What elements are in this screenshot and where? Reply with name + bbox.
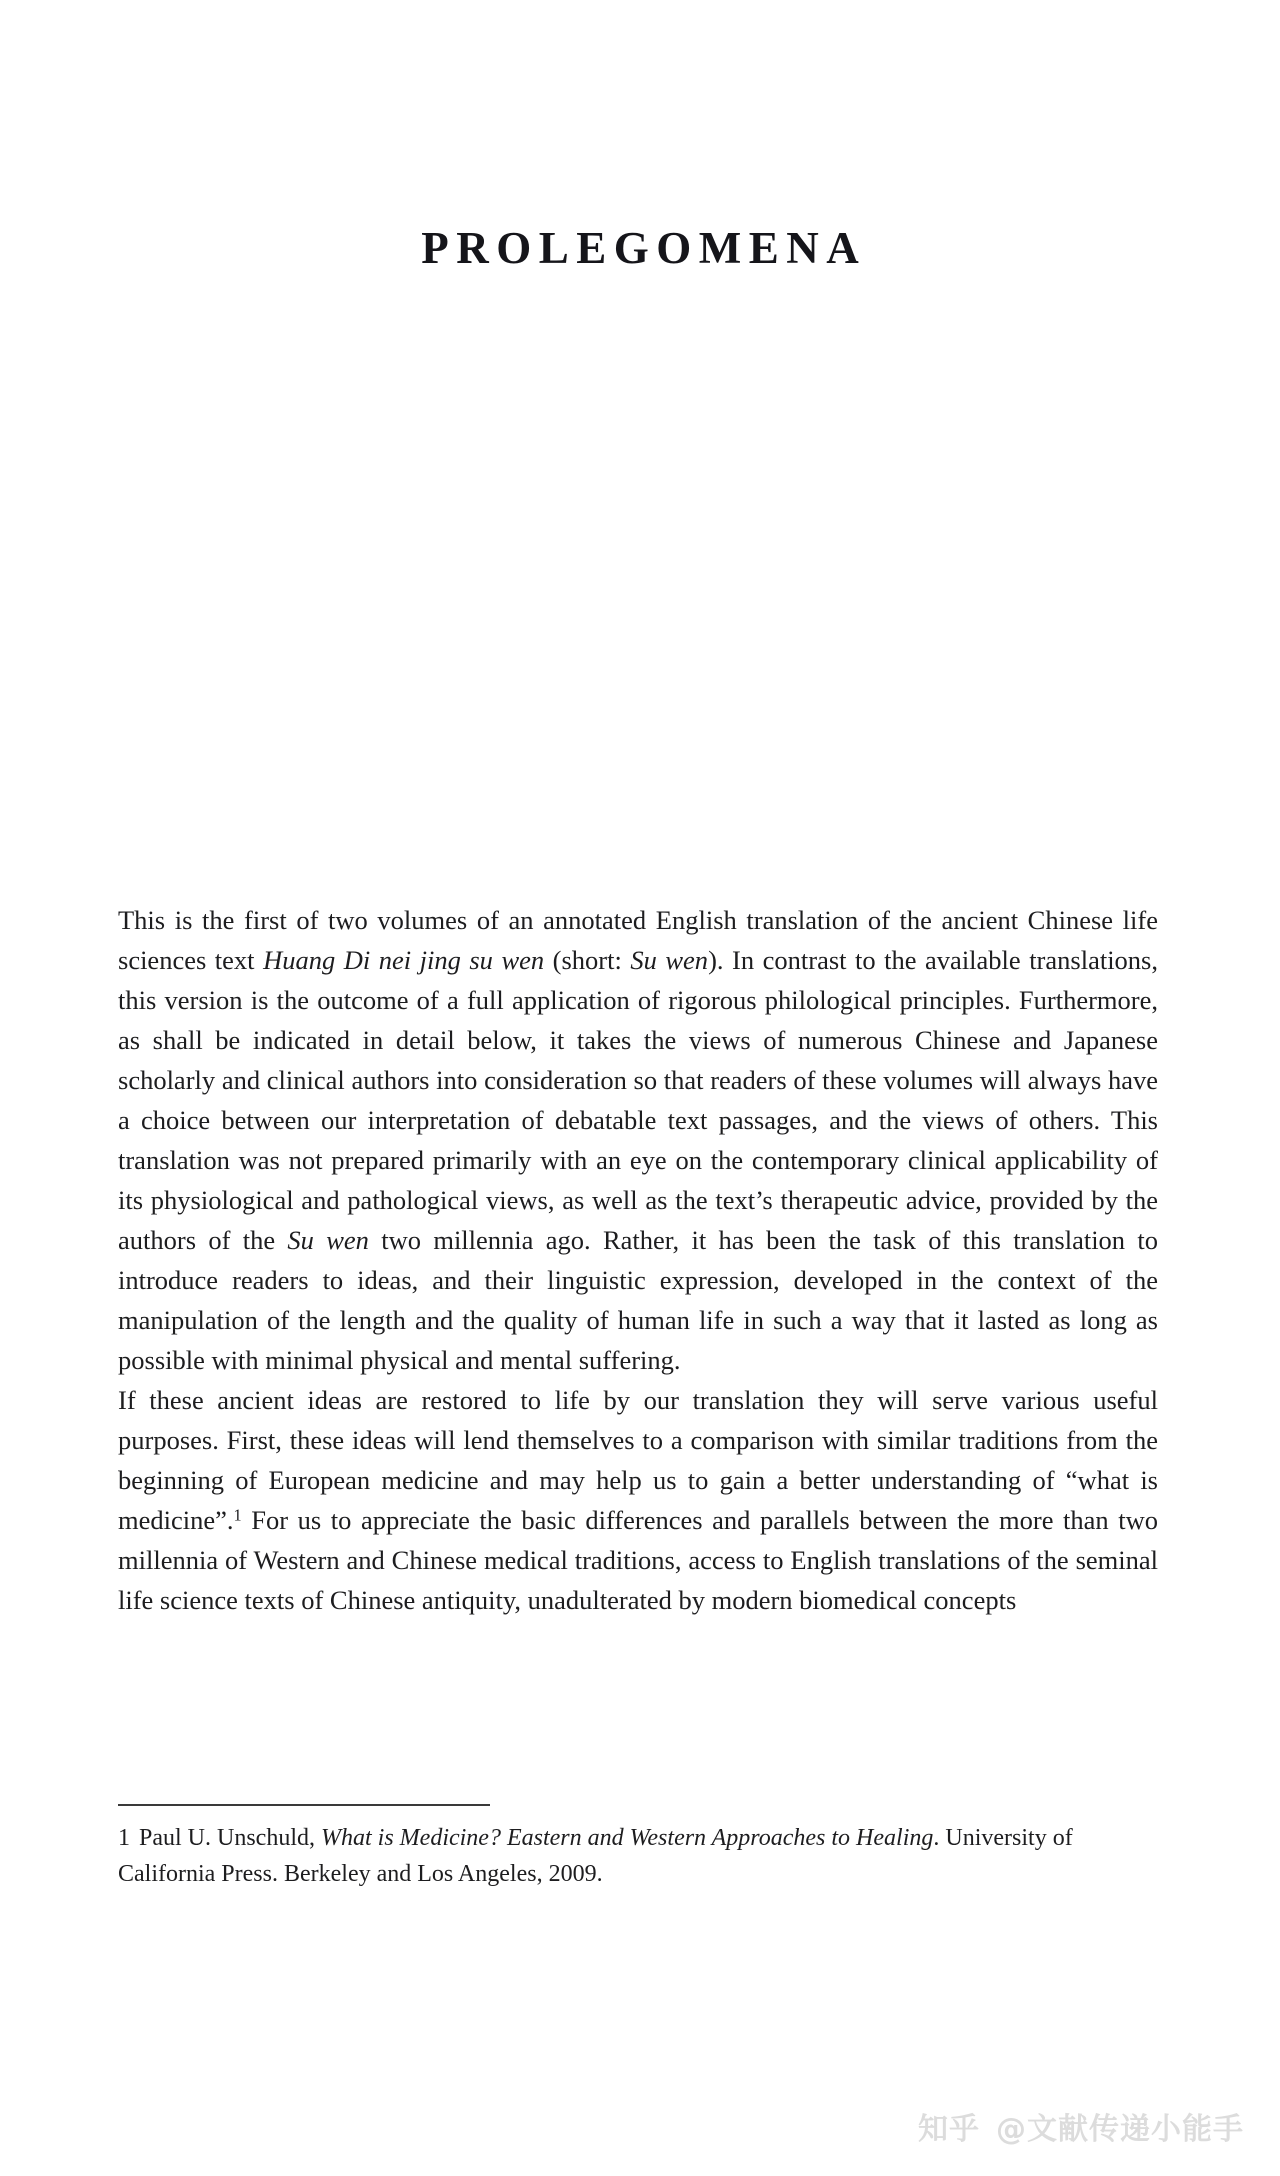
paragraph [118, 1380, 1158, 1620]
footnote-reference[interactable]: 1 [233, 1505, 242, 1525]
footnote-item [118, 1820, 1158, 1892]
italic-run: Su wen [287, 1225, 369, 1255]
text-run: two millennia ago. Rather, it has been the task of this translation to introduce readers to ideas, and their linguistic expression, developed in the context of the manipulation of the length and the quality of human life in such a way that it lasted as long as possible with minimal physical and mental suffering. [118, 1225, 1158, 1375]
italic-run: What is Medicine? Eastern and Western Approaches to Healing [321, 1825, 934, 1851]
page-title: PROLEGOMENA [421, 223, 867, 274]
text-run: Paul U. Unschuld, [139, 1825, 321, 1851]
text-run: For us to appreciate the basic differences and parallels between the more than two millennia of Western and Chinese medical traditions, access to English translations of the seminal life science texts of Chinese antiquity, unadulterated by modern biomedical concepts [118, 1505, 1158, 1615]
watermark [918, 2104, 1244, 2148]
text-run: (short: [544, 945, 631, 975]
footnote-text [118, 1825, 1073, 1887]
footnote-separator-rule [118, 1804, 490, 1806]
text-run: If these ancient ideas are restored to life by our translation they will serve various useful purposes. First, these ideas will lend themselves to a comparison with similar traditions from the beginning of European medicine and may help us to gain a better understanding of “what is medicine”. [118, 1385, 1158, 1535]
paragraph [118, 900, 1158, 1380]
watermark-handle: @文献传递小能手 [996, 2112, 1244, 2147]
text-run: . University of California Press. Berkeley and Los Angeles, 2009. [118, 1825, 1073, 1887]
text-run: This is the first of two volumes of an annotated English translation of the ancient Chinese life sciences text [118, 905, 1158, 975]
zhihu-logo: 知乎 [918, 2112, 980, 2147]
footnote-number: 1 [118, 1825, 130, 1851]
text-run: ). In contrast to the available translations, this version is the outcome of a full application of rigorous philological principles. Furthermore, as shall be indicated in detail below, it takes the views of numerous Chinese and Japanese scholarly and clinical authors into consideration so that readers of these volumes will always have a choice between our interpretation of debatable text passages, and the views of others. This translation was not prepared primarily with an eye on the contemporary clinical applicability of its physiological and pathological views, as well as the text’s therapeutic advice, provided by the authors of the [118, 945, 1158, 1255]
footnote-area [118, 1804, 1158, 1892]
italic-run: Su wen [630, 945, 709, 975]
italic-run: Huang Di nei jing su wen [263, 945, 545, 975]
body-text-block [118, 900, 1158, 1620]
